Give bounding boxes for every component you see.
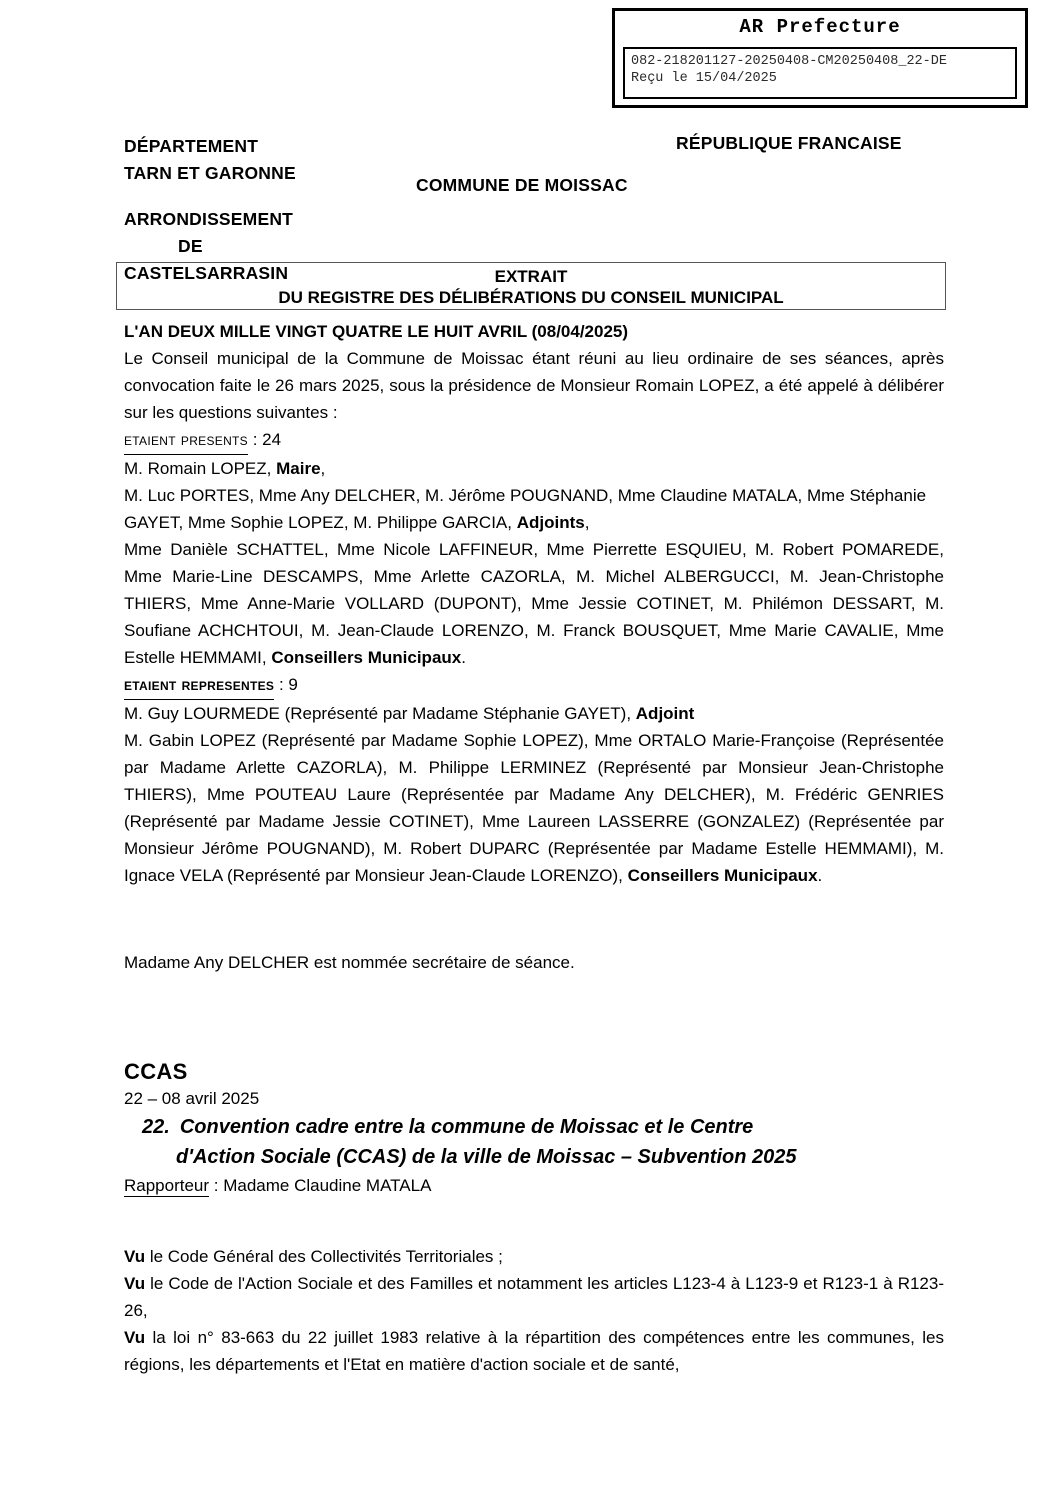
rapporteur-line [124, 1172, 944, 1199]
maire-name: M. Romain LOPEZ, [124, 459, 277, 478]
presents-heading [124, 426, 944, 455]
representes-end: . [817, 866, 823, 885]
extrait-box [116, 262, 946, 310]
consideration-item [124, 1243, 944, 1270]
item-title-line1: Convention cadre entre la commune de Moissac et le Centre [179, 1116, 754, 1138]
ar-prefecture-id: 082-218201127-20250408-CM20250408_22-DE [631, 54, 947, 69]
adjoints-line [124, 482, 944, 536]
body-spacer-1 [124, 889, 944, 949]
item-number: 22. [142, 1116, 170, 1138]
consideration-text: le Code de l'Action Sociale et des Familles et notamment les articles L123-4 à L123-9 et R123-1 à R123-26, [124, 1274, 944, 1320]
adjoints-names: M. Luc PORTES, Mme Any DELCHER, M. Jérôme POUGNAND, Mme Claudine MATALA, Mme Stéphanie GAYET, Mme Sophie LOPEZ, M. Philippe GARCIA, [124, 486, 927, 532]
presents-label: etaient presents [124, 426, 248, 455]
consideration-prefix: Vu [124, 1274, 146, 1293]
secretary-line: Madame Any DELCHER est nommée secrétaire de séance. [124, 953, 575, 972]
representes-label: etaient representes [124, 671, 274, 700]
represente-first-role: Adjoint [635, 704, 695, 723]
ar-prefecture-details [623, 47, 1017, 99]
conseillers-end: . [461, 648, 466, 667]
session-intro-paragraph: Le Conseil municipal de la Commune de Moissac étant réuni au lieu ordinaire de ses séances, après convocation faite le 26 mars 2025, sous la présidence de Monsieur Romain LOPEZ, a été appelé à délibérer sur les questions suivantes : [124, 349, 944, 422]
item-title [124, 1112, 944, 1172]
departement-label: DÉPARTEMENT [124, 136, 259, 156]
consideration-prefix: Vu [124, 1247, 146, 1266]
rapporteur-label: Rapporteur [124, 1176, 210, 1195]
represente-first-line [124, 700, 944, 727]
section-heading-ccas: CCAS [124, 1059, 188, 1084]
consideration-text: la loi n° 83-663 du 22 juillet 1983 relative à la répartition des compétences entre les communes, les régions, les départements et l'Etat en matière d'action sociale et de santé, [124, 1328, 944, 1374]
representes-role: Conseillers Municipaux [627, 866, 818, 885]
header-gap [124, 187, 296, 206]
presents-count: : 24 [248, 430, 282, 449]
maire-role: Maire [276, 459, 321, 478]
commune-de-moissac: COMMUNE DE MOISSAC [416, 175, 628, 195]
conseillers-role: Conseillers Municipaux [271, 648, 462, 667]
session-date-title: L'AN DEUX MILLE VINGT QUATRE LE HUIT AVRIL (08/04/2025) [124, 322, 629, 341]
consideration-item [124, 1270, 944, 1324]
arrondissement-name: CASTELSARRASIN [124, 263, 289, 283]
conseillers-line [124, 536, 944, 671]
ar-prefecture-received: Reçu le 15/04/2025 [631, 71, 777, 86]
ar-prefecture-title: AR Prefecture [739, 16, 901, 38]
representes-names: M. Gabin LOPEZ (Représenté par Madame Sophie LOPEZ), Mme ORTALO Marie-Françoise (Représentée par Madame Arlette CAZORLA), M. Philippe LERMINEZ (Représenté par Monsieur Jean-Christophe THIERS), Mme POUTEAU Laure (Représentée par Madame Any DELCHER), M. Frédéric GENRIES (Représenté par Madame Jessie COTINET), Mme Laureen LASSERRE (GONZALEZ) (Représentée par Monsieur Jérôme POUGNAND), M. Robert DUPARC (Représentée par Madame Estelle HEMMAMI), M. Ignace VELA (Représenté par Monsieur Jean-Claude LORENZO), [124, 731, 944, 885]
arrondissement-label: ARRONDISSEMENT [124, 209, 294, 229]
consideration-prefix: Vu [124, 1328, 146, 1347]
conseillers-names: Mme Danièle SCHATTEL, Mme Nicole LAFFINEUR, Mme Pierrette ESQUIEU, M. Robert POMAREDE, Mme Marie-Line DESCAMPS, Mme Arlette CAZORLA, M. Michel ALBERGUCCI, M. Jean-Christophe THIERS, Mme Anne-Marie VOLLARD (DUPONT), Mme Jessie COTINET, M. Philémon DESSART, M. Soufiane ACHCHTOUI, M. Jean-Claude LORENZO, M. Franck BOUSQUET, Mme Marie CAVALIE, Mme Estelle HEMMAMI, [124, 540, 944, 667]
consideration-text: le Code Général des Collectivités Territoriales ; [145, 1247, 503, 1266]
deliberation-body [124, 318, 944, 1378]
arrondissement-de: DE [178, 236, 203, 256]
representes-count: : 9 [274, 675, 298, 694]
adjoints-end: , [584, 513, 590, 532]
extrait-title: EXTRAIT [494, 267, 568, 286]
consideration-item [124, 1324, 944, 1378]
republique-francaise: RÉPUBLIQUE FRANCAISE [676, 133, 902, 153]
maire-line-end: , [320, 459, 326, 478]
body-spacer-2 [124, 976, 944, 1036]
representes-heading [124, 671, 944, 700]
ar-prefecture-stamp [612, 8, 1028, 108]
adjoints-role: Adjoints [516, 513, 585, 532]
section-subheading: 22 – 08 avril 2025 [124, 1089, 260, 1108]
rapporteur-value: : Madame Claudine MATALA [209, 1176, 432, 1195]
extrait-subtitle: DU REGISTRE DES DÉLIBÉRATIONS DU CONSEIL MUNICIPAL [278, 288, 784, 307]
departement-name: TARN ET GARONNE [124, 163, 296, 183]
represente-first-name: M. Guy LOURMEDE (Représenté par Madame Stéphanie GAYET), [124, 704, 636, 723]
item-title-line2: d'Action Sociale (CCAS) de la ville de Moissac – Subvention 2025 [176, 1146, 797, 1168]
representes-list [124, 727, 944, 889]
maire-line [124, 455, 944, 482]
body-spacer-3 [124, 1036, 944, 1058]
